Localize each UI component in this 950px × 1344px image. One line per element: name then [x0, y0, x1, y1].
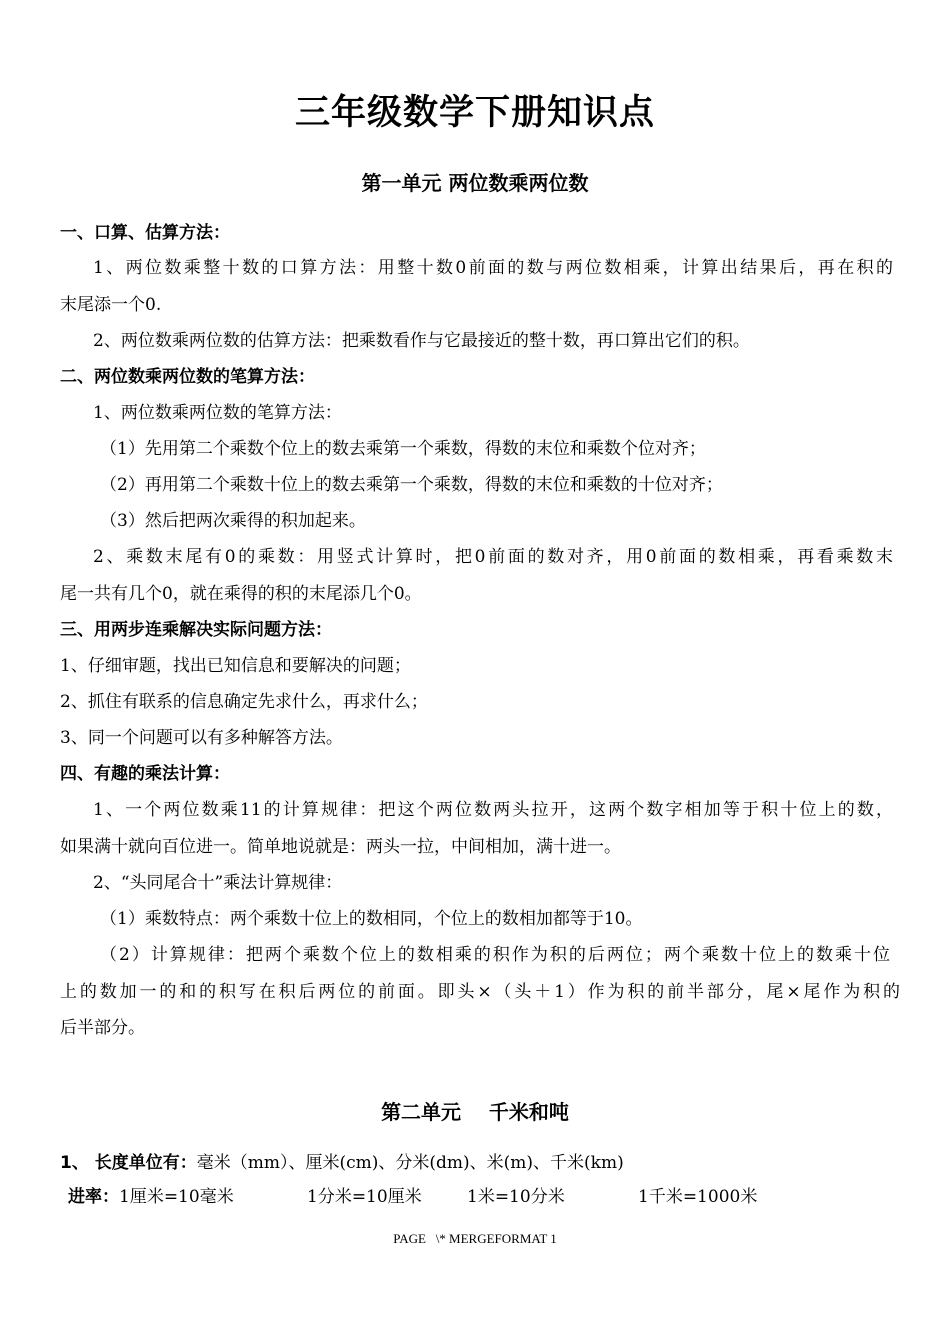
section2-paragraph1: 1、两位数乘两位数的笔算方法：: [93, 403, 342, 423]
section1-paragraph2: 2、两位数乘两位数的估算方法：把乘数看作与它最接近的整十数，再口算出它们的积。: [93, 331, 750, 351]
rate-m-dm: 1米=10分米: [467, 1187, 565, 1207]
length-units-line: [60, 1150, 900, 1176]
conversion-rate-label: 进率：: [68, 1187, 119, 1207]
section4-paragraph1-line1: 1、一个两位数乘11的计算规律：把这个两位数两头拉开，这两个数字相加等于积十位上的数，: [93, 800, 893, 820]
section2-paragraph2-line1: 2、乘数末尾有0的乘数：用竖式计算时，把0前面的数对齐，用0前面的数相乘，再看乘数末: [93, 547, 893, 567]
section1-heading: 一、口算、估算方法：: [60, 223, 230, 243]
section1-paragraph1-line2: 末尾添一个0.: [60, 295, 162, 315]
section4-sub2-line1: （2）计算规律：把两个乘数个位上的数相乘的积作为积的后两位；两个乘数十位上的数乘十位: [100, 945, 890, 965]
length-units-value: 毫米（mm）、厘米(cm)、分米(dm)、米(m)、千米(km): [196, 1153, 624, 1173]
section2-step2: （2）再用第二个乘数十位上的数去乘第一个乘数，得数的末位和乘数的十位对齐；: [100, 475, 723, 495]
section4-sub1: （1）乘数特点：两个乘数十位上的数相同，个位上的数相加都等于10。: [100, 909, 643, 929]
unit2-title: 第二单元 千米和吨: [381, 1100, 569, 1124]
section4-paragraph1-line2: 如果满十就向百位进一。简单地说就是：两头一拉，中间相加，满十进一。: [60, 837, 621, 857]
section3-heading: 三、用两步连乘解决实际问题方法：: [60, 620, 332, 640]
section1-paragraph1-line1: 1、两位数乘整十数的口算方法：用整十数0前面的数与两位数相乘，计算出结果后，再在积的: [93, 258, 893, 278]
section4-sub2-line2: 上的数加一的和的积写在积后两位的前面。即头×（头＋1）作为积的前半部分，尾×尾作为积的: [60, 982, 900, 1002]
section2-paragraph2-line2: 尾一共有几个0，就在乘得的积的末尾添几个0。: [60, 584, 422, 604]
document-title: 三年级数学下册知识点: [294, 93, 655, 133]
section2-step3: （3）然后把两次乘得的积加起来。: [100, 511, 366, 531]
section3-item2: 2、抓住有联系的信息确定先求什么，再求什么；: [60, 692, 428, 712]
page-footer: PAGE \* MERGEFORMAT 1: [393, 1231, 557, 1246]
conversion-rate-row: [68, 1184, 234, 1210]
section2-step1: （1）先用第二个乘数个位上的数去乘第一个乘数，得数的末位和乘数个位对齐；: [100, 439, 706, 459]
unit1-title: 第一单元 两位数乘两位数: [361, 171, 589, 195]
section4-paragraph2: 2、“头同尾合十”乘法计算规律：: [93, 873, 343, 893]
section3-item1: 1、仔细审题，找出已知信息和要解决的问题；: [60, 656, 411, 676]
length-units-label: 1、 长度单位有：: [60, 1153, 197, 1173]
section4-sub2-line3: 后半部分。: [60, 1018, 145, 1038]
section2-heading: 二、两位数乘两位数的笔算方法：: [60, 367, 315, 387]
rate-cm-mm: 1厘米=10毫米: [119, 1187, 234, 1207]
rate-km-m: 1千米=1000米: [638, 1187, 758, 1207]
section3-item3: 3、同一个问题可以有多种解答方法。: [60, 728, 343, 748]
section4-heading: 四、有趣的乘法计算：: [60, 764, 230, 784]
rate-dm-cm: 1分米=10厘米: [307, 1187, 422, 1207]
